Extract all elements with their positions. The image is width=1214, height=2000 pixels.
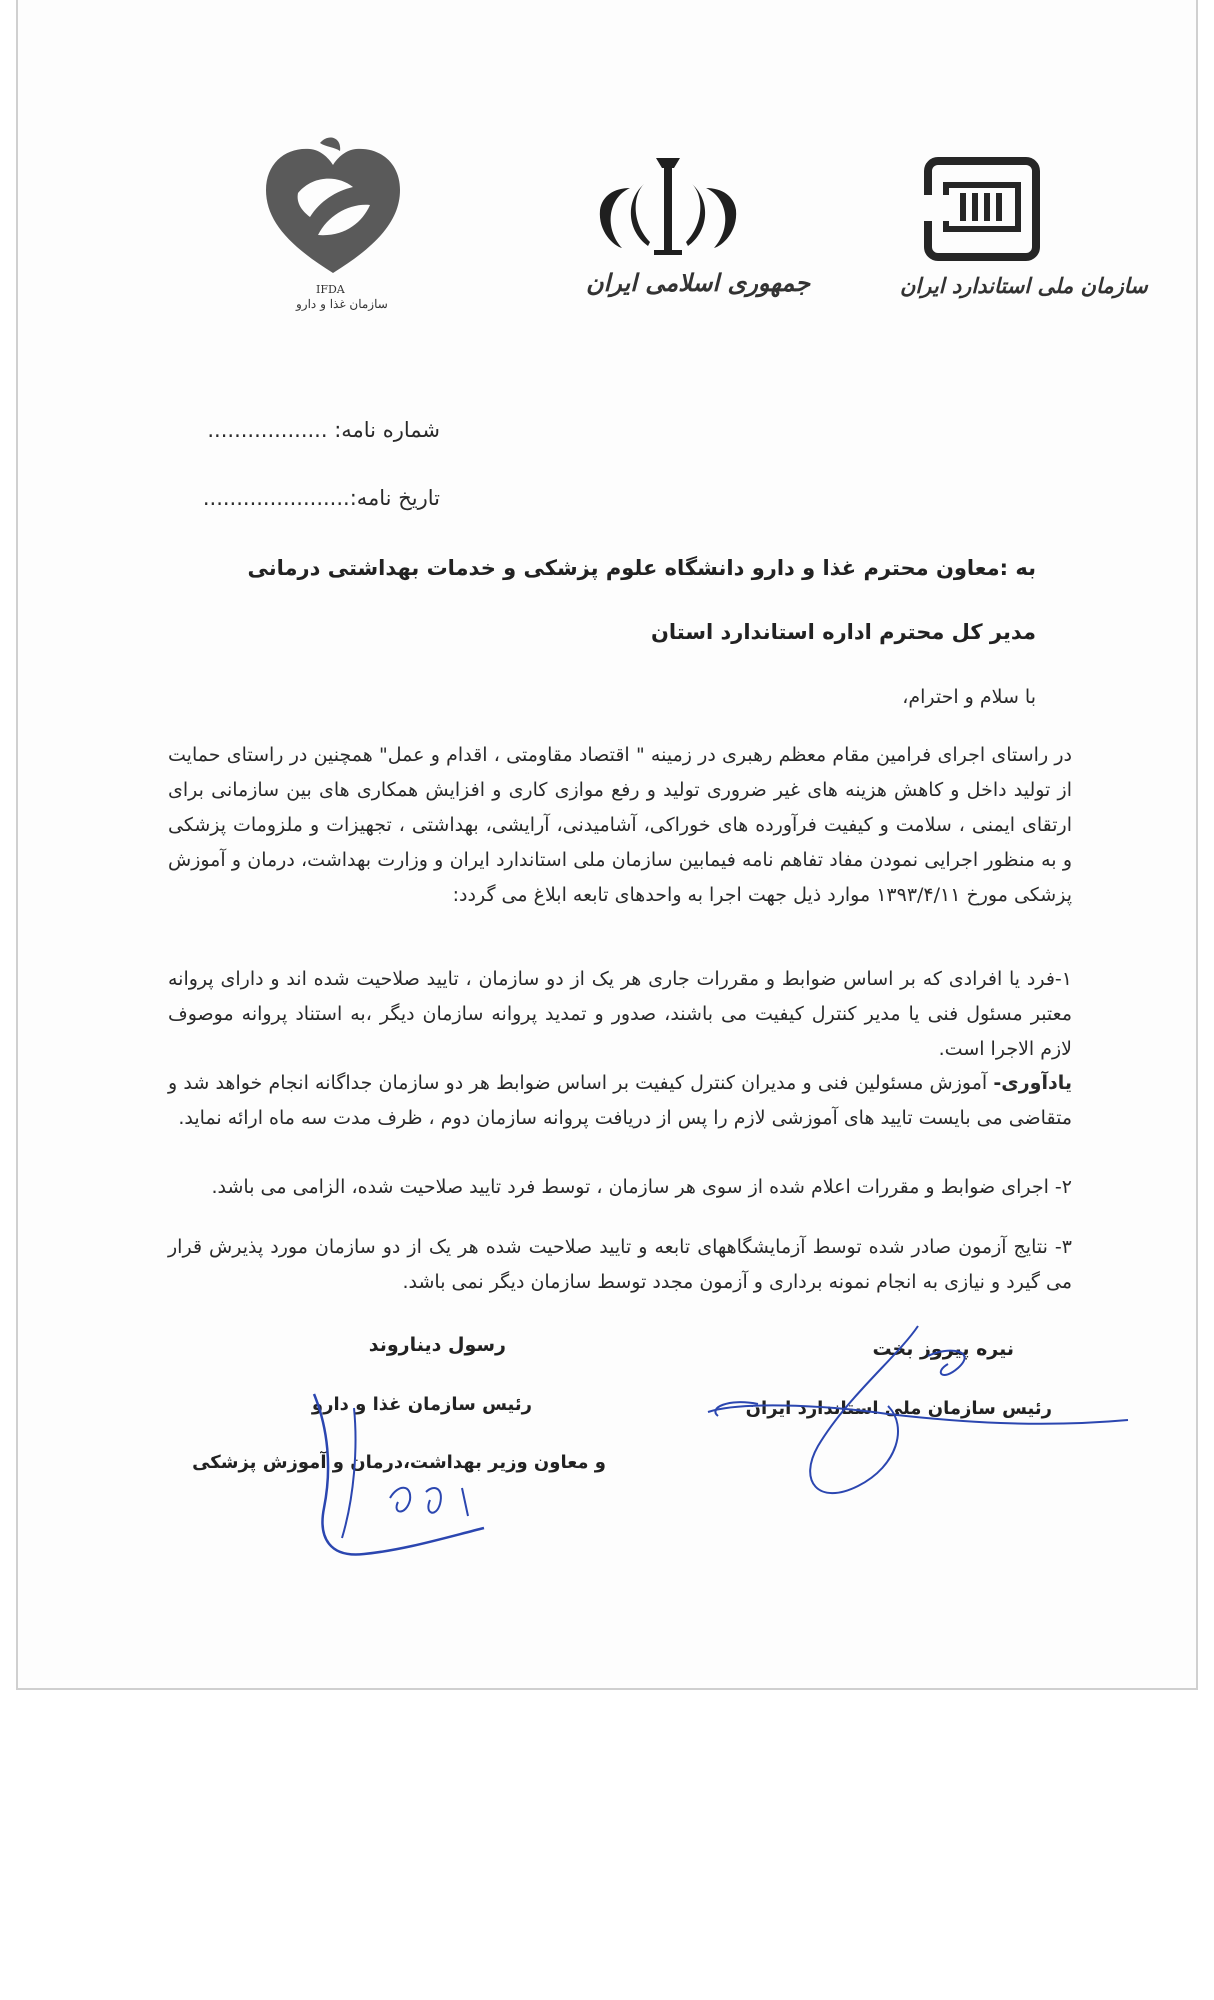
addressee-primary: به :معاون محترم غذا و دارو دانشگاه علوم پزشکی و خدمات بهداشتی درمانی [247, 556, 1036, 580]
left-signatory-title-1: رئیس سازمان غذا و دارو [311, 1394, 532, 1415]
body-item-3: ۳- نتایج آزمون صادر شده توسط آزمایشگاههای تابعه و تایید صلاحیت شده هر یک از دو سازمان مورد پذیرش قرار می گیرد و نیازی به انجام نمونه برداری و آزمون مجدد توسط سازمان دیگر نمی باشد. [168, 1236, 1072, 1293]
addressee-secondary: مدیر کل محترم اداره استاندارد استان [650, 620, 1036, 644]
body-intro-paragraph: در راستای اجرای فرامین مقام معظم رهبری در زمینه " اقتصاد مقاومتی ، اقدام و عمل" همچنین در راستای حمایت از تولید داخل و کاهش هزینه های غیر ضروری تولید و رفع موازی کاری و افزایش همکاری های بین سازمانی برای ارتقای ایمنی ، سلامت و کیفیت فرآورده های خوراکی، آشامیدنی، آرایشی، بهداشتی ، تجهیزات و ملزومات پزشکی و به منظور اجرایی نمودن مفاد تفاهم نامه فیمابین سازمان ملی استاندارد ایران و وزارت بهداشت، درمان و آموزش پزشکی مورخ ۱۳۹۳/۴/۱۱ موارد ذیل جهت اجرا به واحدهای تابعه ابلاغ می گردد: [168, 744, 1072, 906]
body-note [168, 1066, 1072, 1136]
left-signature-scribble [294, 1388, 554, 1568]
empty-background [0, 1692, 1214, 2000]
left-signatory-name: رسول دیناروند [368, 1334, 506, 1356]
iran-emblem-icon [568, 150, 811, 310]
letter-number-field: شماره نامه: .................. [207, 418, 440, 442]
letter-page [16, 0, 1198, 1690]
body-item-1: ۱-فرد یا افرادی که بر اساس ضوابط و مقررات جاری هر یک از دو سازمان ، تایید صلاحیت شده اند و دارای پروانه معتبر مسئول فنی یا مدیر کنترل کیفیت می باشند، صدور و تمدید پروانه سازمان دیگر ،به استناد پروانه موصوف لازم الاجرا است. [168, 968, 1072, 1060]
ifda-logo-caption: سازمان غذا و دارو [296, 297, 388, 311]
right-signatory-name: نیره پیروز بخت [872, 1338, 1014, 1360]
note-label: یادآوری- [993, 1072, 1072, 1094]
right-signatory-title-1: رئیس سازمان ملی استاندارد ایران [745, 1398, 1052, 1419]
ifda-logo-latin: IFDA [316, 283, 345, 296]
body-item-2: ۲- اجرای ضوابط و مقررات اعلام شده از سوی هر سازمان ، توسط فرد تایید صلاحیت شده، الزامی می باشد. [211, 1176, 1072, 1198]
greeting: با سلام و احترام، [902, 686, 1036, 708]
letter-date-field: تاریخ نامه:...................... [202, 486, 440, 510]
note-text: آموزش مسئولین فنی و مدیران کنترل کیفیت بر اساس ضوابط هر دو سازمان جداگانه انجام خواهد شد و متقاضی می بایست تایید های آموزشی لازم را پس از دریافت پروانه سازمان دوم ، ظرف مدت سه ماه ارائه نماید. [168, 1072, 1072, 1129]
left-signatory-title-2: و معاون وزیر بهداشت،درمان و آموزش پزشکی [192, 1452, 606, 1473]
ifda-heart-logo-icon [258, 135, 408, 320]
iran-emblem-caption: جمهوری اسلامی ایران [586, 268, 811, 297]
isiri-logo-caption: سازمان ملی استاندارد ایران [900, 273, 1148, 298]
isiri-standard-logo-icon [898, 155, 1148, 315]
